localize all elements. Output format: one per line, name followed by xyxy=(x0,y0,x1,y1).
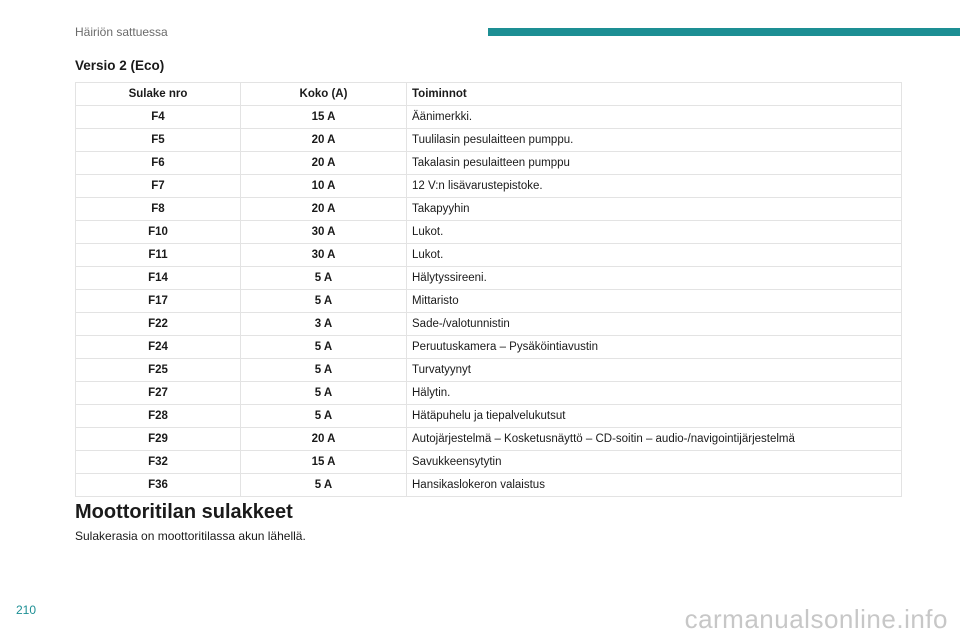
fuse-function-cell: Lukot. xyxy=(407,221,902,244)
table-row xyxy=(76,336,902,359)
fuse-number-cell: F27 xyxy=(76,382,241,405)
table-row xyxy=(76,152,902,175)
fuse-function-cell: Turvatyynyt xyxy=(407,359,902,382)
header-section-title: Häiriön sattuessa xyxy=(75,25,168,39)
fuse-size-cell: 5 A xyxy=(241,474,407,497)
fuse-function-cell: Lukot. xyxy=(407,244,902,267)
table-row xyxy=(76,451,902,474)
fuse-function-cell: Peruutuskamera – Pysäköintiavustin xyxy=(407,336,902,359)
table-row xyxy=(76,428,902,451)
fuse-number-cell: F6 xyxy=(76,152,241,175)
subsection-title: Versio 2 (Eco) xyxy=(75,58,165,73)
fuse-size-cell: 5 A xyxy=(241,405,407,428)
fuse-number-cell: F22 xyxy=(76,313,241,336)
fuse-size-cell: 30 A xyxy=(241,244,407,267)
fuse-function-cell: Hälytin. xyxy=(407,382,902,405)
fuse-function-cell: Hansikaslokeron valaistus xyxy=(407,474,902,497)
column-header-fuse-number: Sulake nro xyxy=(76,83,241,106)
header-accent-bar xyxy=(488,28,960,36)
fuse-function-cell: Takapyyhin xyxy=(407,198,902,221)
fuse-size-cell: 5 A xyxy=(241,336,407,359)
watermark: carmanualsonline.info xyxy=(684,604,948,634)
table-row xyxy=(76,313,902,336)
section-text: Sulakerasia on moottoritilassa akun lähellä. xyxy=(75,529,306,543)
fuse-number-cell: F7 xyxy=(76,175,241,198)
fuse-size-cell: 20 A xyxy=(241,129,407,152)
table-row xyxy=(76,267,902,290)
section-title: Moottoritilan sulakkeet xyxy=(75,501,293,523)
table-row xyxy=(76,244,902,267)
fuse-number-cell: F11 xyxy=(76,244,241,267)
fuse-number-cell: F29 xyxy=(76,428,241,451)
table-row xyxy=(76,290,902,313)
fuse-size-cell: 10 A xyxy=(241,175,407,198)
fuse-function-cell: Hälytyssireeni. xyxy=(407,267,902,290)
fuse-function-cell: 12 V:n lisävarustepistoke. xyxy=(407,175,902,198)
fuse-number-cell: F24 xyxy=(76,336,241,359)
table-row xyxy=(76,221,902,244)
fuse-number-cell: F14 xyxy=(76,267,241,290)
page-number: 210 xyxy=(16,603,37,617)
fuse-number-cell: F4 xyxy=(76,106,241,129)
fuse-function-cell: Savukkeensytytin xyxy=(407,451,902,474)
fuse-size-cell: 5 A xyxy=(241,290,407,313)
fuse-function-cell: Sade-/valotunnistin xyxy=(407,313,902,336)
fuse-number-cell: F25 xyxy=(76,359,241,382)
fuse-number-cell: F10 xyxy=(76,221,241,244)
fuse-table xyxy=(75,82,902,497)
fuse-size-cell: 20 A xyxy=(241,198,407,221)
table-row xyxy=(76,175,902,198)
fuse-size-cell: 5 A xyxy=(241,267,407,290)
fuse-number-cell: F17 xyxy=(76,290,241,313)
table-row xyxy=(76,474,902,497)
table-row xyxy=(76,129,902,152)
fuse-size-cell: 30 A xyxy=(241,221,407,244)
table-row xyxy=(76,405,902,428)
fuse-function-cell: Mittaristo xyxy=(407,290,902,313)
fuse-size-cell: 15 A xyxy=(241,451,407,474)
fuse-size-cell: 15 A xyxy=(241,106,407,129)
fuse-function-cell: Tuulilasin pesulaitteen pumppu. xyxy=(407,129,902,152)
table-row xyxy=(76,198,902,221)
fuse-function-cell: Autojärjestelmä – Kosketusnäyttö – CD-soitin – audio-/navigointijärjestelmä xyxy=(407,428,902,451)
table-row xyxy=(76,106,902,129)
fuse-number-cell: F36 xyxy=(76,474,241,497)
fuse-number-cell: F32 xyxy=(76,451,241,474)
fuse-size-cell: 3 A xyxy=(241,313,407,336)
table-row xyxy=(76,382,902,405)
column-header-functions: Toiminnot xyxy=(407,83,902,106)
fuse-size-cell: 5 A xyxy=(241,382,407,405)
column-header-size: Koko (A) xyxy=(241,83,407,106)
fuse-number-cell: F28 xyxy=(76,405,241,428)
table-row xyxy=(76,359,902,382)
fuse-size-cell: 5 A xyxy=(241,359,407,382)
fuse-function-cell: Hätäpuhelu ja tiepalvelukutsut xyxy=(407,405,902,428)
fuse-function-cell: Äänimerkki. xyxy=(407,106,902,129)
table-header-row xyxy=(76,83,902,106)
fuse-number-cell: F5 xyxy=(76,129,241,152)
fuse-size-cell: 20 A xyxy=(241,428,407,451)
fuse-size-cell: 20 A xyxy=(241,152,407,175)
fuse-function-cell: Takalasin pesulaitteen pumppu xyxy=(407,152,902,175)
fuse-number-cell: F8 xyxy=(76,198,241,221)
